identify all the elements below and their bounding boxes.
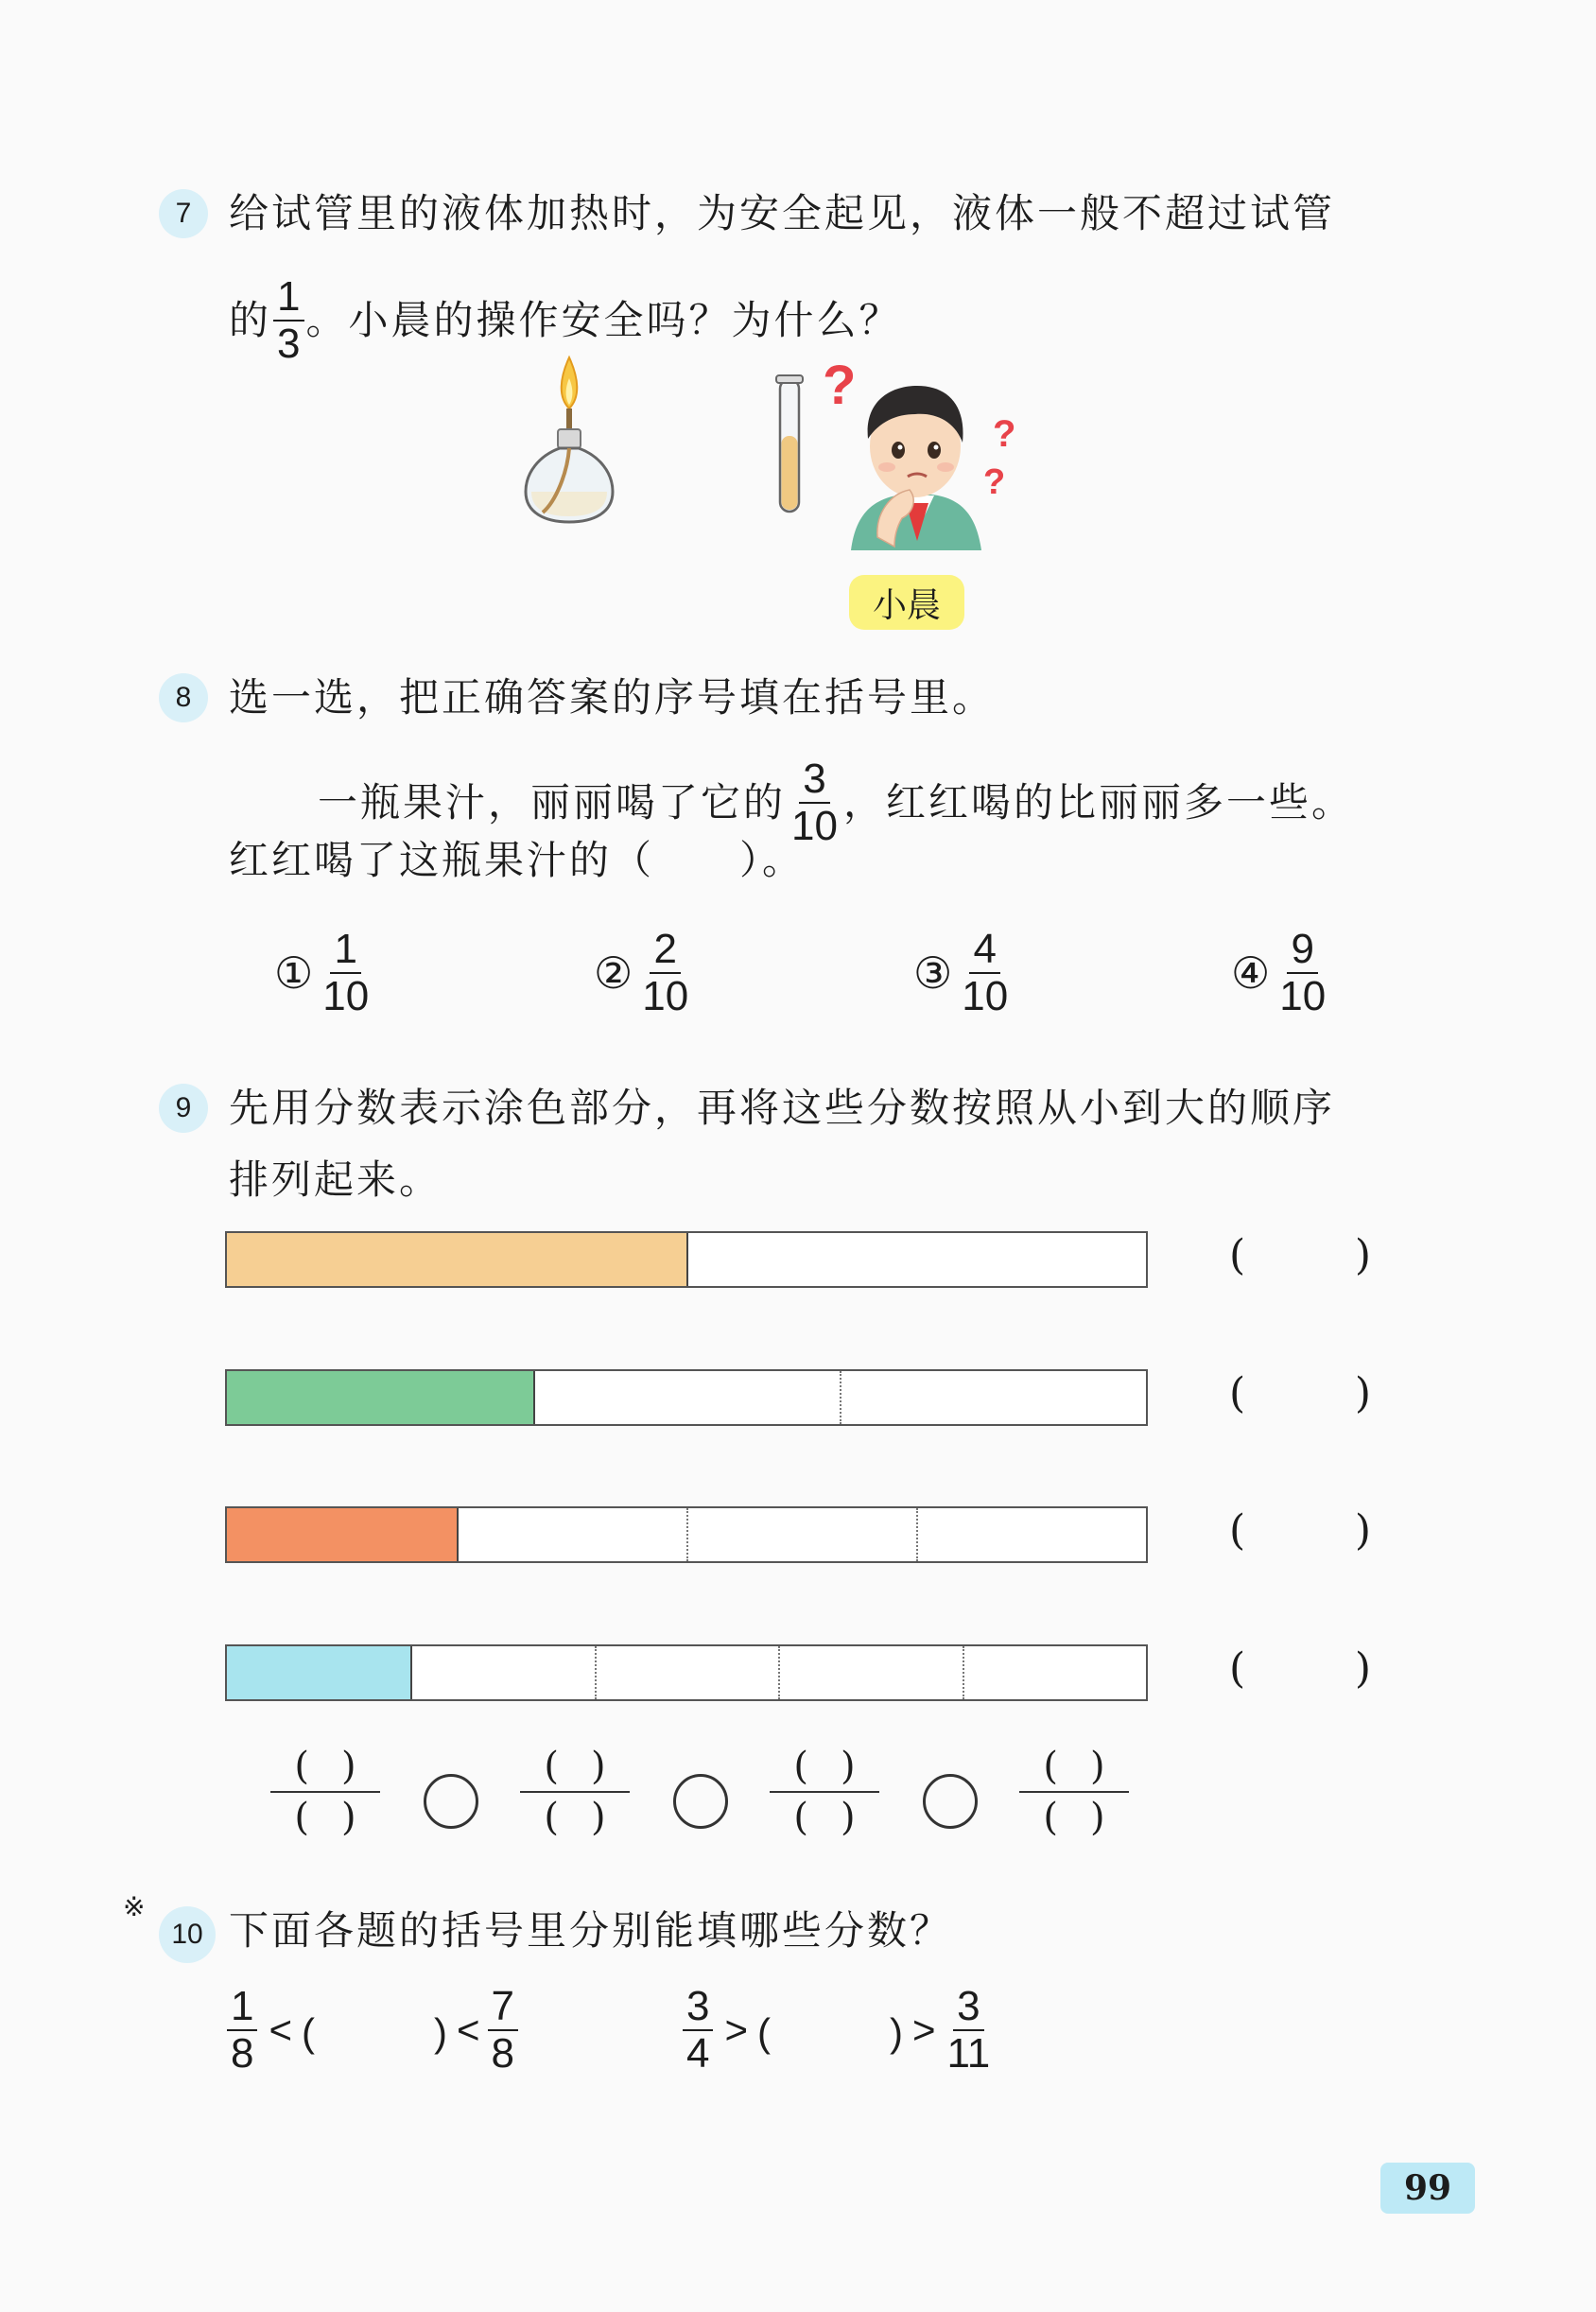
fraction-numerator: 1 bbox=[273, 274, 304, 322]
blank-numerator: () bbox=[1043, 1745, 1137, 1788]
bar-divider bbox=[963, 1646, 964, 1699]
option-marker: ④ bbox=[1231, 947, 1271, 999]
paren-close: ) bbox=[1354, 1506, 1371, 1555]
inequality-2-right-fraction bbox=[944, 1984, 995, 2077]
bar-divider bbox=[916, 1508, 918, 1561]
question-7-line1: 给试管里的液体加热时，为安全起见，液体一般不超过试管 bbox=[229, 190, 1336, 236]
blank-denominator: () bbox=[294, 1796, 389, 1839]
fraction-numerator: 9 bbox=[1287, 927, 1317, 974]
option-marker: ③ bbox=[913, 947, 953, 999]
less-than-sign: < bbox=[269, 2008, 293, 2052]
page-number: 99 bbox=[1380, 2163, 1475, 2214]
inequality-2 bbox=[681, 1984, 996, 2077]
paren-open: ( bbox=[1229, 1506, 1246, 1555]
question-10-line1: 下面各题的括号里分别能填哪些分数？ bbox=[229, 1907, 953, 1954]
fraction-numerator: 4 bbox=[969, 927, 999, 974]
fraction-denominator: 10 bbox=[1279, 973, 1327, 1019]
svg-text:?: ? bbox=[993, 413, 1016, 455]
fraction-denominator: 10 bbox=[791, 803, 838, 849]
name-tag-xiaochen: 小晨 bbox=[849, 575, 964, 630]
order-blank-fraction-2[interactable] bbox=[520, 1742, 638, 1842]
fraction-bar-fourths bbox=[225, 1506, 1148, 1563]
bar-divider bbox=[840, 1371, 841, 1424]
inequality-1-left-fraction bbox=[227, 1984, 257, 2077]
answer-paren-1[interactable] bbox=[1229, 1231, 1371, 1279]
fraction-numerator: 7 bbox=[488, 1984, 518, 2031]
option-marker: ② bbox=[594, 947, 633, 999]
fraction-denominator: 11 bbox=[946, 2030, 991, 2077]
option-fraction bbox=[319, 927, 373, 1019]
question-7-fraction bbox=[273, 274, 304, 367]
fraction-bar-fifths bbox=[225, 1644, 1148, 1701]
paren-close: ) bbox=[1354, 1644, 1371, 1693]
fraction-denominator: 8 bbox=[231, 2030, 254, 2077]
fraction-denominator: 10 bbox=[962, 973, 1009, 1019]
inequality-1-right-fraction bbox=[488, 1984, 518, 2077]
inequality-1 bbox=[225, 1984, 520, 2077]
bar-divider bbox=[686, 1508, 688, 1561]
fraction-denominator: 3 bbox=[277, 321, 301, 367]
question-7-number: 7 bbox=[159, 189, 208, 238]
order-blank-fraction-1[interactable] bbox=[270, 1742, 389, 1842]
option-1[interactable] bbox=[274, 927, 374, 1019]
inequality-2-blank[interactable]: ( ) bbox=[757, 2010, 903, 2055]
compare-circle-2[interactable] bbox=[673, 1774, 728, 1829]
svg-text:?: ? bbox=[823, 355, 857, 416]
answer-paren-3[interactable] bbox=[1229, 1506, 1371, 1555]
question-9-number: 9 bbox=[159, 1084, 208, 1133]
option-4[interactable] bbox=[1231, 927, 1331, 1019]
fraction-denominator: 8 bbox=[491, 2030, 515, 2077]
greater-than-sign: > bbox=[724, 2008, 749, 2052]
test-tube-icon bbox=[771, 374, 808, 525]
fraction-numerator: 3 bbox=[953, 1984, 983, 2031]
blank-numerator: () bbox=[793, 1745, 888, 1788]
fraction-numerator: 1 bbox=[330, 927, 360, 974]
fraction-bar-thirds bbox=[225, 1369, 1148, 1426]
paren-open: ( bbox=[1229, 1644, 1246, 1693]
order-blank-fraction-4[interactable] bbox=[1019, 1742, 1137, 1842]
shaded-part bbox=[227, 1646, 412, 1699]
svg-text:?: ? bbox=[983, 462, 1006, 502]
question-8-line1: 选一选，把正确答案的序号填在括号里。 bbox=[229, 674, 996, 721]
answer-paren-2[interactable] bbox=[1229, 1369, 1371, 1417]
blank-numerator: () bbox=[294, 1745, 389, 1788]
option-2[interactable] bbox=[594, 927, 694, 1019]
blank-numerator: () bbox=[544, 1745, 638, 1788]
bar-divider bbox=[595, 1646, 597, 1699]
paren-close: ) bbox=[1354, 1231, 1371, 1279]
bar-divider bbox=[778, 1646, 780, 1699]
inequality-2-left-fraction bbox=[683, 1984, 713, 2077]
option-marker: ① bbox=[274, 947, 314, 999]
question-8-line2-pre: 一瓶果汁，丽丽喝了它的 bbox=[318, 779, 787, 826]
question-7-line2-post: 。小晨的操作安全吗？为什么？ bbox=[305, 297, 902, 343]
answer-paren-4[interactable] bbox=[1229, 1644, 1371, 1693]
option-3[interactable] bbox=[913, 927, 1014, 1019]
fraction-numerator: 2 bbox=[650, 927, 680, 974]
fraction-numerator: 3 bbox=[683, 1984, 713, 2031]
question-8-number: 8 bbox=[159, 673, 208, 722]
question-9-line2: 排列起来。 bbox=[229, 1156, 442, 1203]
question-9-line1: 先用分数表示涂色部分，再将这些分数按照从小到大的顺序 bbox=[229, 1085, 1336, 1131]
fraction-numerator: 1 bbox=[227, 1984, 257, 2031]
inequality-1-blank[interactable]: ( ) bbox=[302, 2010, 447, 2055]
question-8-line2-post: ，红红喝的比丽丽多一些。 bbox=[842, 779, 1354, 826]
fraction-denominator: 10 bbox=[642, 973, 689, 1019]
option-fraction bbox=[1275, 927, 1329, 1019]
fraction-numerator: 3 bbox=[799, 756, 829, 804]
paren-open: ( bbox=[1229, 1369, 1246, 1417]
fraction-bar-halves bbox=[225, 1231, 1148, 1288]
question-10-number: 10 bbox=[159, 1906, 216, 1963]
shaded-part bbox=[227, 1508, 459, 1561]
option-fraction bbox=[958, 927, 1012, 1019]
fraction-denominator: 10 bbox=[322, 973, 370, 1019]
boy-thinking-icon bbox=[804, 352, 1031, 550]
paren-close: ) bbox=[1354, 1369, 1371, 1417]
shaded-part bbox=[227, 1371, 535, 1424]
question-8-line3: 红红喝了这瓶果汁的（ ）。 bbox=[229, 837, 806, 883]
question-7-line2-pre: 的 bbox=[229, 297, 272, 343]
blank-denominator: () bbox=[793, 1796, 888, 1839]
paren-open: ( bbox=[1229, 1231, 1246, 1279]
blank-denominator: () bbox=[544, 1796, 638, 1839]
optional-star-mark: ※ bbox=[123, 1891, 146, 1922]
compare-circle-3[interactable] bbox=[923, 1774, 978, 1829]
order-blank-fraction-3[interactable] bbox=[770, 1742, 888, 1842]
alcohol-lamp-icon bbox=[511, 350, 633, 530]
compare-circle-1[interactable] bbox=[424, 1774, 478, 1829]
greater-than-sign: > bbox=[912, 2008, 936, 2052]
fraction-denominator: 4 bbox=[686, 2030, 710, 2077]
blank-denominator: () bbox=[1043, 1796, 1137, 1839]
option-fraction bbox=[638, 927, 692, 1019]
less-than-sign: < bbox=[457, 2008, 480, 2052]
shaded-part bbox=[227, 1233, 688, 1286]
